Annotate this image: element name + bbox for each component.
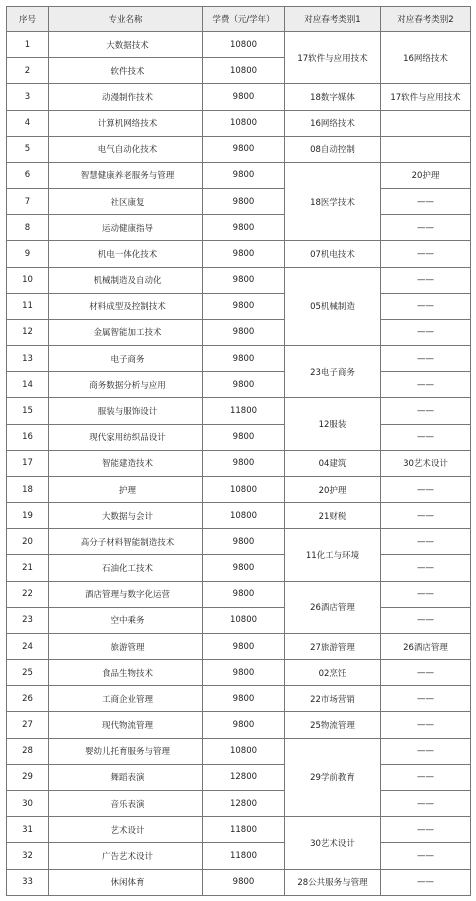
- table-row: [7, 398, 471, 424]
- category-2: ——: [381, 712, 471, 738]
- tuition-fee: 11800: [203, 398, 285, 424]
- tuition-fee: 9800: [203, 162, 285, 188]
- header-tuition: 学费（元/学年）: [203, 7, 285, 32]
- row-number: 8: [7, 215, 49, 241]
- table-row: [7, 843, 471, 869]
- major-name: 休闲体育: [49, 869, 203, 896]
- table-row: [7, 869, 471, 896]
- major-name: 空中乘务: [49, 607, 203, 633]
- row-number: 20: [7, 529, 49, 555]
- category-1: 26酒店管理: [285, 581, 381, 633]
- major-name: 现代家用纺织品设计: [49, 424, 203, 450]
- row-number: 31: [7, 817, 49, 843]
- category-2: ——: [381, 686, 471, 712]
- row-number: 19: [7, 503, 49, 529]
- tuition-fee: 9800: [203, 319, 285, 345]
- category-1: 18数字媒体: [285, 84, 381, 110]
- category-2: [381, 110, 471, 136]
- major-name: 音乐表演: [49, 790, 203, 816]
- table-row: [7, 660, 471, 686]
- category-1: 28公共服务与管理: [285, 869, 381, 896]
- table-row: [7, 424, 471, 450]
- header-category-2: 对应春考类别2: [381, 7, 471, 32]
- header-row: [7, 7, 471, 32]
- table-row: [7, 136, 471, 162]
- category-1: 29学前教育: [285, 738, 381, 817]
- category-2: ——: [381, 319, 471, 345]
- row-number: 18: [7, 476, 49, 502]
- major-name: 酒店管理与数字化运营: [49, 581, 203, 607]
- row-number: 21: [7, 555, 49, 581]
- tuition-fee: 10800: [203, 607, 285, 633]
- row-number: 26: [7, 686, 49, 712]
- category-1: 22市场营销: [285, 686, 381, 712]
- table-row: [7, 84, 471, 110]
- row-number: 23: [7, 607, 49, 633]
- major-name: 旅游管理: [49, 633, 203, 659]
- major-name: 金属智能加工技术: [49, 319, 203, 345]
- major-name: 广告艺术设计: [49, 843, 203, 869]
- category-2: ——: [381, 869, 471, 896]
- table-row: [7, 450, 471, 476]
- category-2: ——: [381, 503, 471, 529]
- category-2: ——: [381, 843, 471, 869]
- major-name: 机械制造及自动化: [49, 267, 203, 293]
- row-number: 5: [7, 136, 49, 162]
- tuition-fee: 9800: [203, 869, 285, 896]
- row-number: 30: [7, 790, 49, 816]
- category-2: ——: [381, 215, 471, 241]
- table-row: [7, 372, 471, 398]
- category-1: 21财税: [285, 503, 381, 529]
- category-2: ——: [381, 267, 471, 293]
- major-name: 商务数据分析与应用: [49, 372, 203, 398]
- table-row: [7, 607, 471, 633]
- category-2: 26酒店管理: [381, 633, 471, 659]
- tuition-fee: 9800: [203, 267, 285, 293]
- category-2: ——: [381, 607, 471, 633]
- table-row: [7, 32, 471, 58]
- row-number: 6: [7, 162, 49, 188]
- tuition-fee: 10800: [203, 738, 285, 764]
- row-number: 7: [7, 189, 49, 215]
- table-row: [7, 581, 471, 607]
- category-1: 27旅游管理: [285, 633, 381, 659]
- category-1: 02烹饪: [285, 660, 381, 686]
- row-number: 29: [7, 764, 49, 790]
- tuition-fee: 9800: [203, 346, 285, 372]
- row-number: 32: [7, 843, 49, 869]
- table-row: [7, 346, 471, 372]
- row-number: 12: [7, 319, 49, 345]
- category-2: ——: [381, 189, 471, 215]
- major-name: 护理: [49, 476, 203, 502]
- tuition-fee: 11800: [203, 817, 285, 843]
- row-number: 27: [7, 712, 49, 738]
- row-number: 10: [7, 267, 49, 293]
- table-row: [7, 215, 471, 241]
- major-name: 现代物流管理: [49, 712, 203, 738]
- tuition-fee: 9800: [203, 555, 285, 581]
- major-name: 大数据与会计: [49, 503, 203, 529]
- major-name: 社区康复: [49, 189, 203, 215]
- category-1: 18医学技术: [285, 162, 381, 241]
- category-1: 08自动控制: [285, 136, 381, 162]
- category-2: ——: [381, 424, 471, 450]
- row-number: 4: [7, 110, 49, 136]
- category-2: ——: [381, 372, 471, 398]
- table-row: [7, 555, 471, 581]
- category-2: 30艺术设计: [381, 450, 471, 476]
- row-number: 14: [7, 372, 49, 398]
- major-name: 电气自动化技术: [49, 136, 203, 162]
- major-name: 高分子材料智能制造技术: [49, 529, 203, 555]
- major-name: 运动健康指导: [49, 215, 203, 241]
- row-number: 13: [7, 346, 49, 372]
- row-number: 3: [7, 84, 49, 110]
- table-row: [7, 712, 471, 738]
- category-2: ——: [381, 241, 471, 267]
- category-2: ——: [381, 764, 471, 790]
- category-1: 25物流管理: [285, 712, 381, 738]
- tuition-fee: 10800: [203, 476, 285, 502]
- category-2: ——: [381, 660, 471, 686]
- category-2: ——: [381, 738, 471, 764]
- tuition-fee: 9800: [203, 686, 285, 712]
- category-2: 17软件与应用技术: [381, 84, 471, 110]
- category-2: ——: [381, 555, 471, 581]
- category-2: [381, 136, 471, 162]
- row-number: 11: [7, 293, 49, 319]
- category-1: 20护理: [285, 476, 381, 502]
- header-no: 序号: [7, 7, 49, 32]
- category-2: 20护理: [381, 162, 471, 188]
- tuition-fee: 9800: [203, 293, 285, 319]
- major-name: 艺术设计: [49, 817, 203, 843]
- category-1: 11化工与环境: [285, 529, 381, 581]
- tuition-fee: 10800: [203, 110, 285, 136]
- tuition-fee: 9800: [203, 424, 285, 450]
- row-number: 24: [7, 633, 49, 659]
- table-row: [7, 293, 471, 319]
- row-number: 1: [7, 32, 49, 58]
- table-row: [7, 319, 471, 345]
- major-name: 计算机网络技术: [49, 110, 203, 136]
- tuition-fee: 9800: [203, 84, 285, 110]
- major-name: 智能建造技术: [49, 450, 203, 476]
- category-1: 12服装: [285, 398, 381, 450]
- table-row: [7, 241, 471, 267]
- table-row: [7, 686, 471, 712]
- row-number: 33: [7, 869, 49, 896]
- major-name: 动漫制作技术: [49, 84, 203, 110]
- tuition-fee: 9800: [203, 529, 285, 555]
- tuition-fee: 10800: [203, 58, 285, 84]
- category-2: ——: [381, 529, 471, 555]
- table-row: [7, 529, 471, 555]
- row-number: 25: [7, 660, 49, 686]
- major-name: 软件技术: [49, 58, 203, 84]
- table-row: [7, 633, 471, 659]
- major-name: 服装与服饰设计: [49, 398, 203, 424]
- major-name: 舞蹈表演: [49, 764, 203, 790]
- row-number: 17: [7, 450, 49, 476]
- tuition-fee: 9800: [203, 660, 285, 686]
- table-row: [7, 189, 471, 215]
- header-major-name: 专业名称: [49, 7, 203, 32]
- row-number: 16: [7, 424, 49, 450]
- tuition-fee: 12800: [203, 790, 285, 816]
- category-2: ——: [381, 581, 471, 607]
- category-2: ——: [381, 398, 471, 424]
- category-1: 05机械制造: [285, 267, 381, 346]
- table-row: [7, 790, 471, 816]
- row-number: 22: [7, 581, 49, 607]
- tuition-fee: 10800: [203, 32, 285, 58]
- row-number: 28: [7, 738, 49, 764]
- major-name: 大数据技术: [49, 32, 203, 58]
- table-row: [7, 817, 471, 843]
- major-name: 机电一体化技术: [49, 241, 203, 267]
- category-2: ——: [381, 790, 471, 816]
- table-row: [7, 267, 471, 293]
- major-name: 婴幼儿托育服务与管理: [49, 738, 203, 764]
- category-1: 23电子商务: [285, 346, 381, 398]
- table-row: [7, 162, 471, 188]
- table-body: [7, 32, 471, 896]
- row-number: 9: [7, 241, 49, 267]
- tuition-fee: 9800: [203, 581, 285, 607]
- category-2: ——: [381, 293, 471, 319]
- row-number: 15: [7, 398, 49, 424]
- category-1: 16网络技术: [285, 110, 381, 136]
- major-name: 食品生物技术: [49, 660, 203, 686]
- major-name: 智慧健康养老服务与管理: [49, 162, 203, 188]
- tuition-fee: 11800: [203, 843, 285, 869]
- major-name: 电子商务: [49, 346, 203, 372]
- category-1: 30艺术设计: [285, 817, 381, 869]
- major-name: 石油化工技术: [49, 555, 203, 581]
- tuition-fee: 9800: [203, 215, 285, 241]
- category-2: 16网络技术: [381, 32, 471, 84]
- category-1: 17软件与应用技术: [285, 32, 381, 84]
- category-1: 07机电技术: [285, 241, 381, 267]
- table-row: [7, 110, 471, 136]
- tuition-fee: 9800: [203, 450, 285, 476]
- table-row: [7, 764, 471, 790]
- tuition-fee: 9800: [203, 136, 285, 162]
- table-row: [7, 503, 471, 529]
- category-2: ——: [381, 817, 471, 843]
- tuition-fee: 10800: [203, 503, 285, 529]
- table-row: [7, 476, 471, 502]
- row-number: 2: [7, 58, 49, 84]
- category-2: ——: [381, 476, 471, 502]
- category-2: ——: [381, 346, 471, 372]
- major-name: 材料成型及控制技术: [49, 293, 203, 319]
- tuition-fee: 12800: [203, 764, 285, 790]
- tuition-fee: 9800: [203, 372, 285, 398]
- header-category-1: 对应春考类别1: [285, 7, 381, 32]
- tuition-fee: 9800: [203, 633, 285, 659]
- category-1: 04建筑: [285, 450, 381, 476]
- tuition-fee: 9800: [203, 241, 285, 267]
- tuition-fee: 9800: [203, 189, 285, 215]
- majors-table: [6, 6, 471, 896]
- tuition-fee: 9800: [203, 712, 285, 738]
- table-row: [7, 738, 471, 764]
- major-name: 工商企业管理: [49, 686, 203, 712]
